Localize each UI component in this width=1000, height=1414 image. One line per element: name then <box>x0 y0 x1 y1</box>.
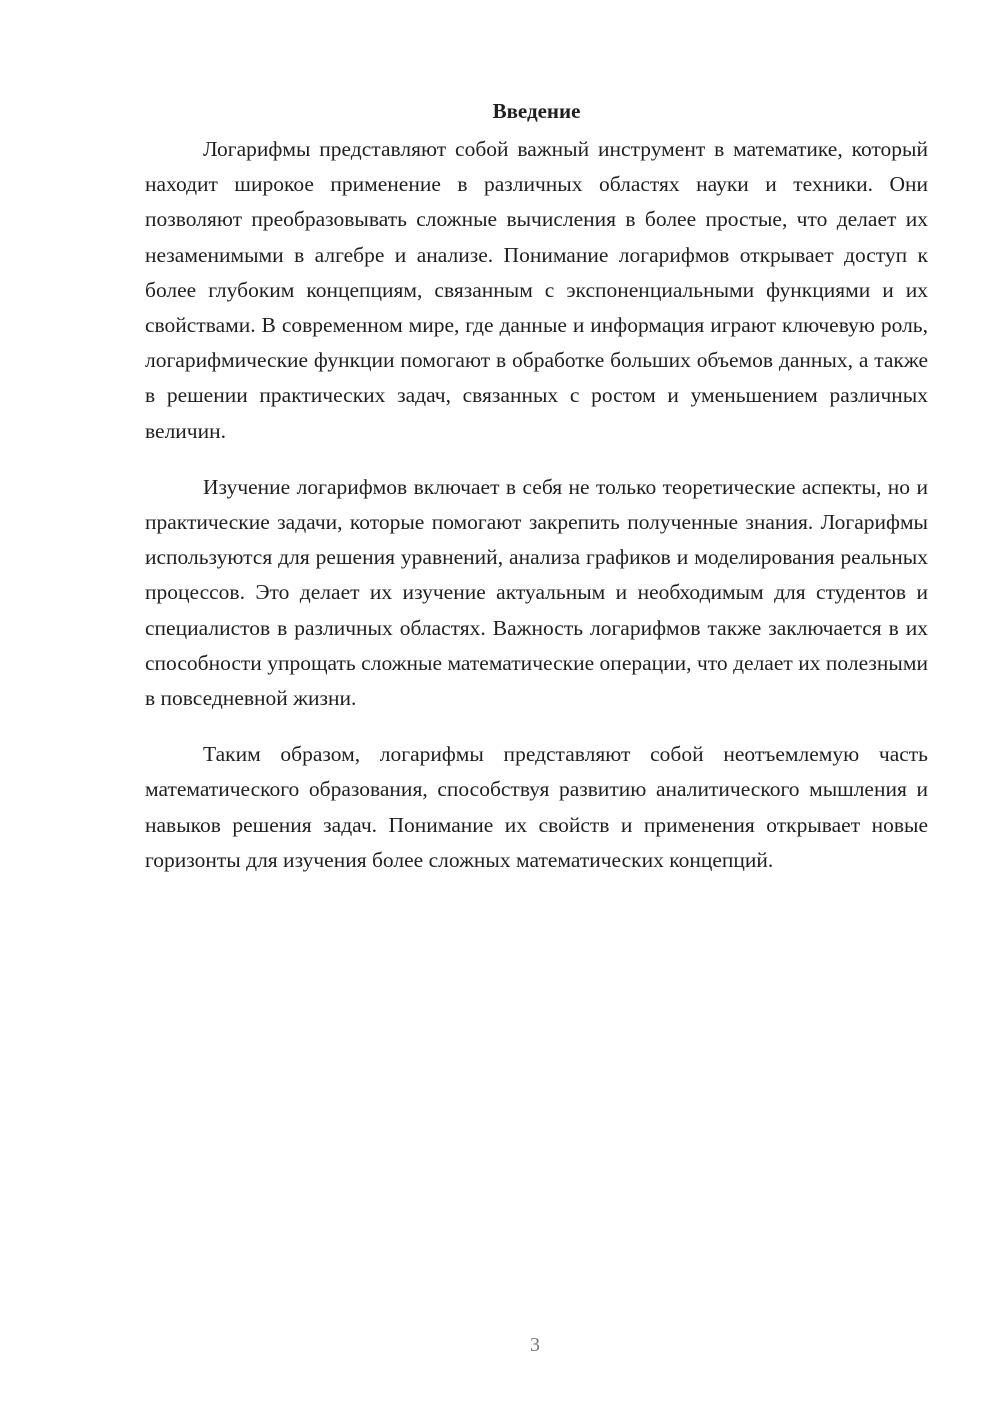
paragraph-1: Логарифмы представляют собой важный инструмент в математике, который находит широкое применение в различных областях науки и техники. Они позволяют преобразовывать сложные вычисления в более простые, что делает их незаменимыми в алгебре и анализе. Понимание логарифмов открывает доступ к более глубоким концепциям, связанным с экспоненциальными функциями и их свойствами. В современном мире, где данные и информация играют ключевую роль, логарифмические функции помогают в обработке больших объемов данных, а также в решении практических задач, связанных с ростом и уменьшением различных величин. <box>145 137 928 443</box>
page-number: 3 <box>530 1334 540 1356</box>
page-content <box>145 97 928 899</box>
paragraph-2: Изучение логарифмов включает в себя не только теоретические аспекты, но и практические задачи, которые помогают закрепить полученные знания. Логарифмы используются для решения уравнений, анализа графиков и моделирования реальных процессов. Это делает их изучение актуальным и необходимым для студентов и специалистов в различных областях. Важность логарифмов также заключается в их способности упрощать сложные математические операции, что делает их полезными в повседневной жизни. <box>145 474 928 711</box>
section-heading: Введение <box>492 99 581 123</box>
paragraph-3: Таким образом, логарифмы представляют собой неотъемлемую часть математического образования, способствуя развитию аналитического мышления и навыков решения задач. Понимание их свойств и применения открывает новые горизонты для изучения более сложных математических концепций. <box>145 742 928 872</box>
